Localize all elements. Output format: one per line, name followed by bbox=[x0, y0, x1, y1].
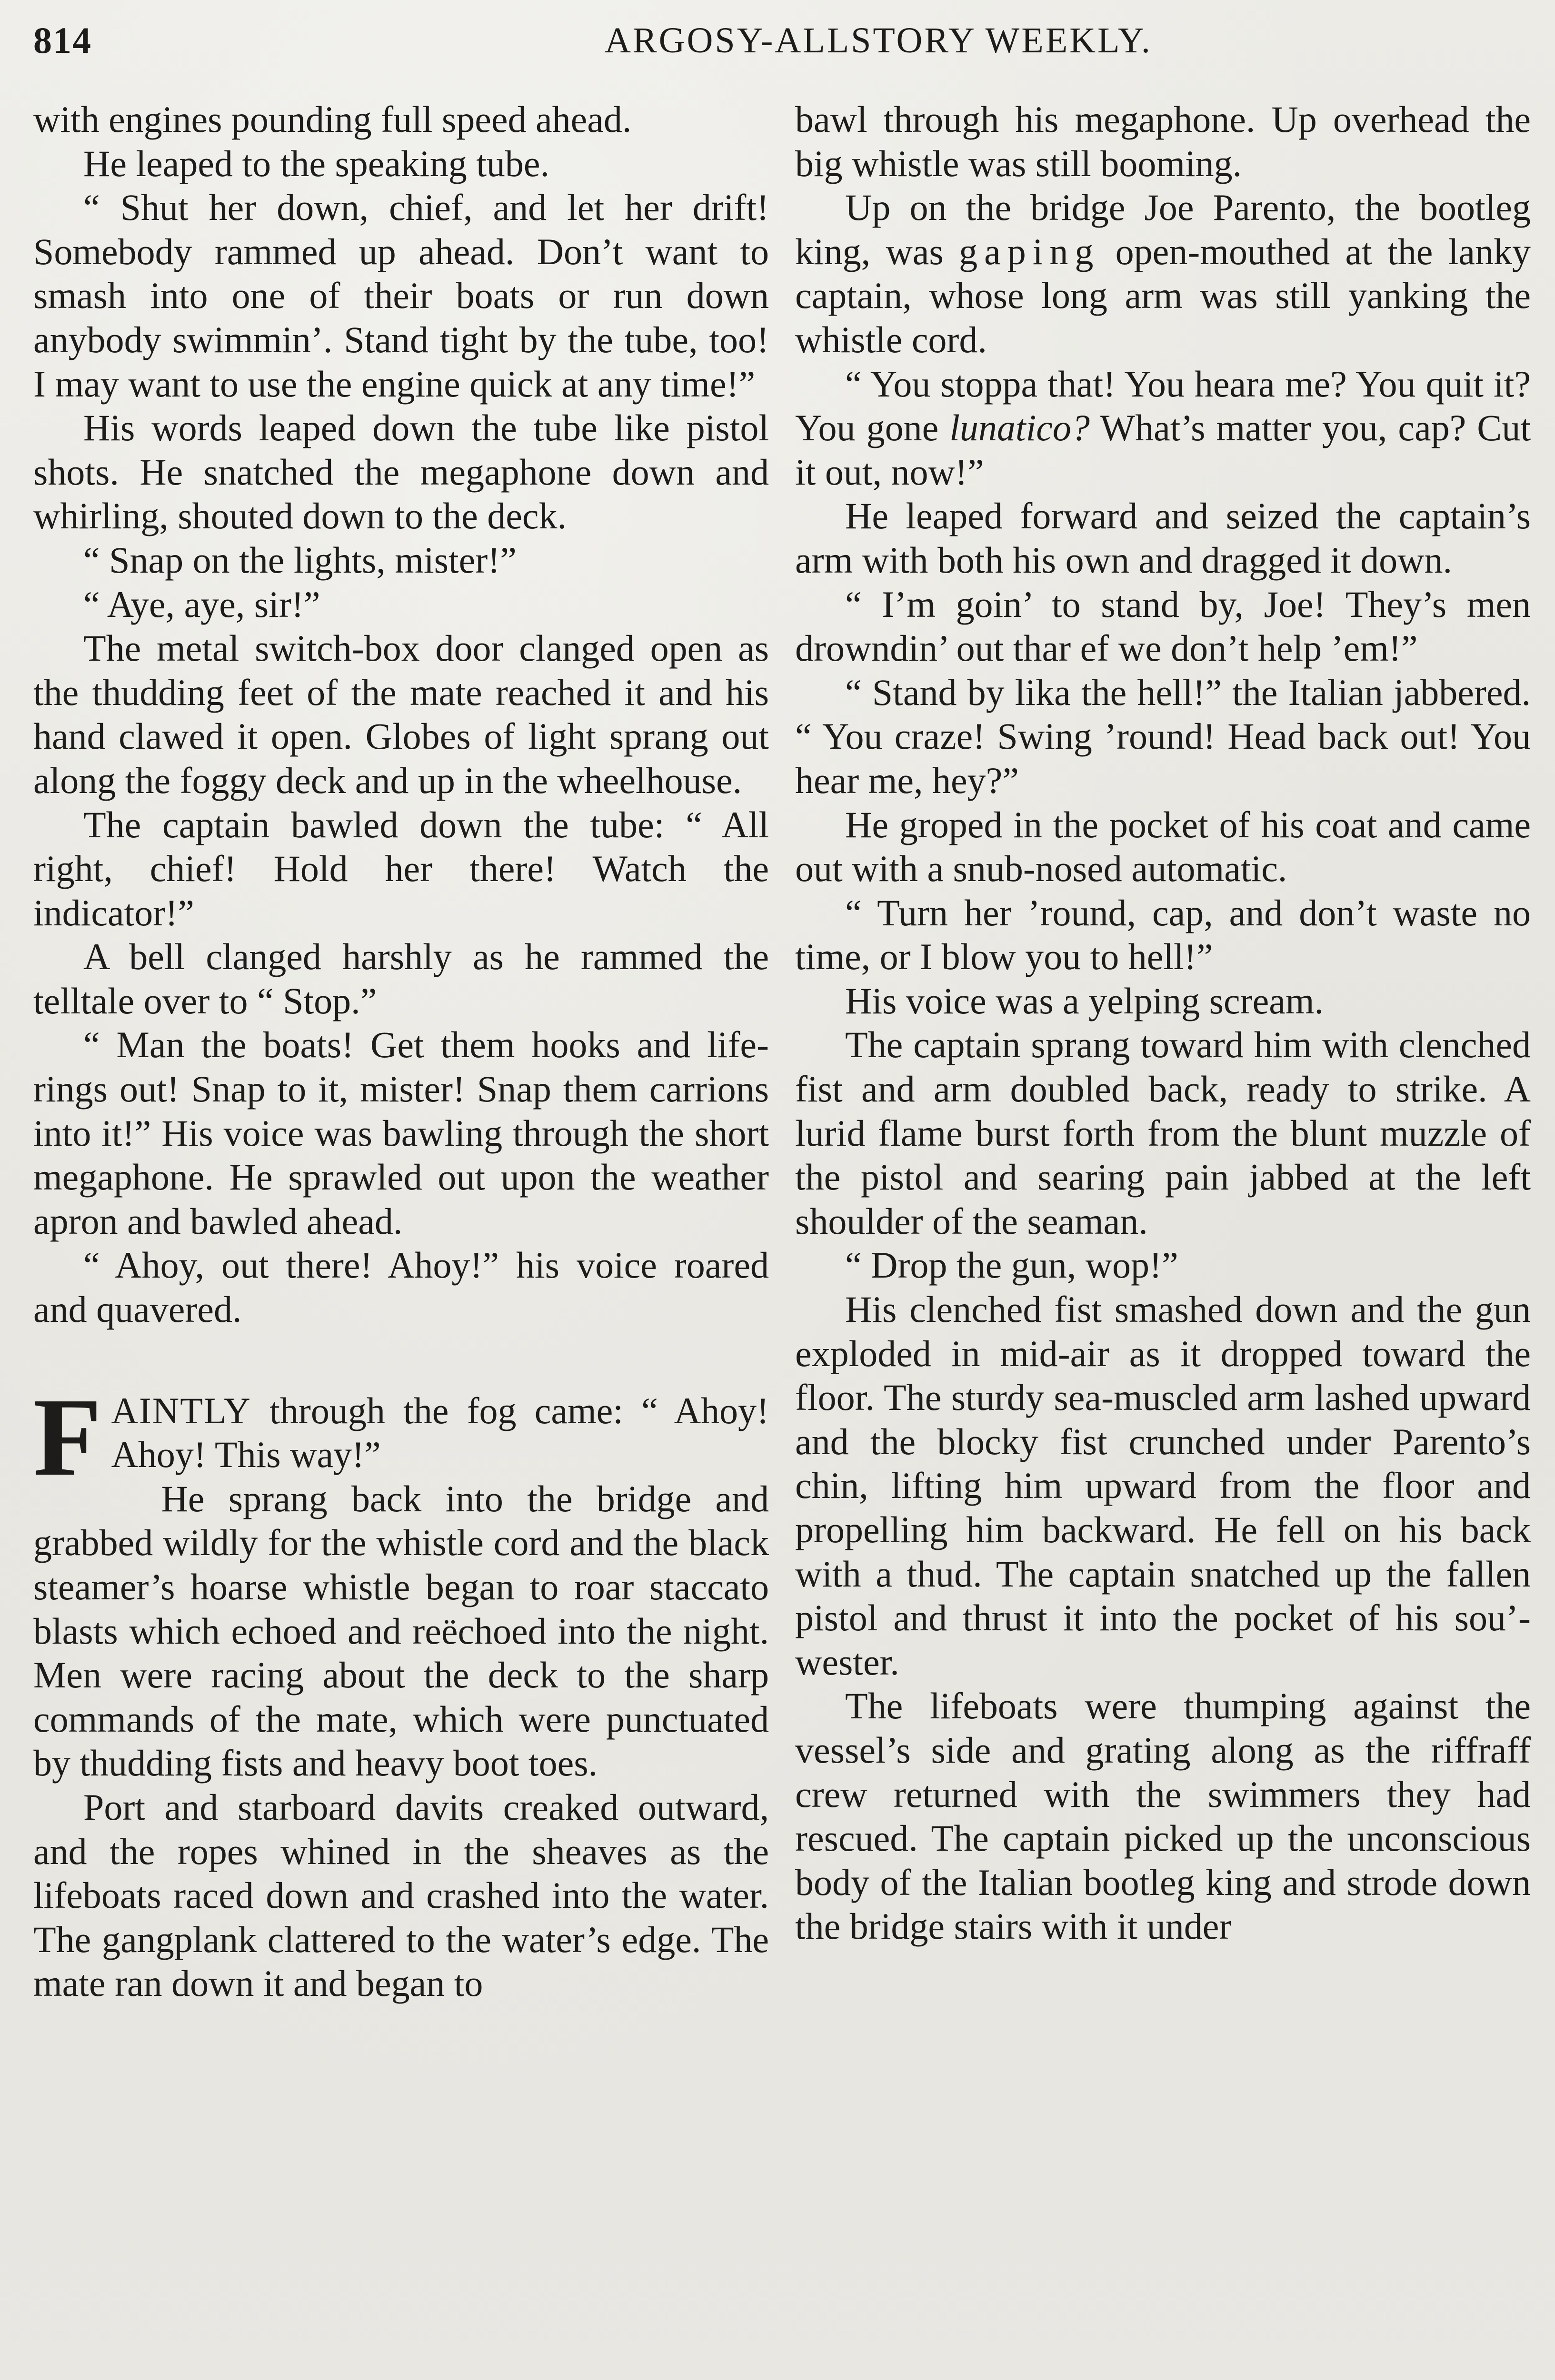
paragraph: He leaped forward and seized the captain’s arm with both his own and dragged it down. bbox=[795, 495, 1531, 581]
paragraph: “ Shut her down, chief, and let her drift! Somebody rammed up ahead. Don’t want to smash into one of their boats or run down anybody swimmin’. Stand tight by the tube, too! I may want to use the engine quick at any time!” bbox=[33, 187, 769, 405]
paragraph: A bell clanged harshly as he rammed the telltale over to “ Stop.” bbox=[33, 936, 769, 1021]
paragraph-text: open-mouthed at the lanky captain, whose long arm was still yanking the whistle cord. bbox=[795, 230, 1531, 360]
paragraph-text: “ You stoppa that! You heara me? You quit it? You gone bbox=[795, 363, 1531, 449]
paragraph bbox=[795, 186, 1531, 362]
page-number: 814 bbox=[33, 20, 92, 61]
paragraph: “ Man the boats! Get them hooks and life-rings out! Snap to it, mister! Snap them carrions into it!” His voice was bawling through the short megaphone. He sprawled out upon the weather apron and bawled ahead. bbox=[33, 1024, 769, 1242]
paragraph bbox=[795, 362, 1531, 495]
paragraph: The lifeboats were thumping against the vessel’s side and grating along as the riffraff crew returned with the swimmers they had rescued. The captain picked up the unconscious body of the Italian bootleg king and strode down the bridge stairs with it under bbox=[795, 1685, 1531, 1947]
running-head: ARGOSY-ALLSTORY WEEKLY. bbox=[605, 20, 1152, 60]
paragraph: “ Snap on the lights, mister!” bbox=[83, 539, 517, 581]
paragraph: “ Ahoy, out there! Ahoy!” his voice roared and quavered. bbox=[33, 1244, 769, 1330]
paragraph: His voice was a yelping scream. bbox=[845, 980, 1324, 1021]
page-header bbox=[33, 14, 1524, 67]
paragraph: with engines pounding full speed ahead. bbox=[33, 99, 632, 140]
left-column bbox=[33, 98, 769, 2006]
paragraph: The metal switch-box door clanged open as the thudding feet of the mate reached it and his hand clawed it open. Globes of light sprang out along the foggy deck and up in the wheelhouse. bbox=[33, 627, 769, 801]
paragraph: He leaped to the speaking tube. bbox=[83, 142, 549, 184]
italic-word: lunatico? bbox=[949, 407, 1090, 449]
paragraph: bawl through his megaphone. Up overhead the big whistle was still booming. bbox=[795, 99, 1531, 184]
right-column bbox=[795, 98, 1531, 1949]
letterspaced-word: gaping bbox=[959, 230, 1100, 272]
paragraph: The captain sprang toward him with clenched fist and arm doubled back, ready to strike. A lurid flame burst forth from the blunt muzzle of the pistol and searing pain jabbed at the left shoulder of the seaman. bbox=[795, 1024, 1531, 1242]
paragraph: “ I’m goin’ to stand by, Joe! They’s men drowndin’ out thar ef we don’t help ’em!” bbox=[795, 583, 1531, 669]
paragraph: His words leaped down the tube like pistol shots. He snatched the megaphone down and whirling, shouted down to the deck. bbox=[33, 407, 769, 537]
drop-cap: F bbox=[33, 1375, 102, 1499]
paragraph: “ Stand by lika the hell!” the Italian jabbered. “ You craze! Swing ’round! Head back out! You hear me, hey?” bbox=[795, 671, 1531, 801]
small-caps-lead: AINTLY bbox=[111, 1389, 252, 1431]
paragraph-text: What’s matter you, cap? Cut it out, now!” bbox=[795, 407, 1531, 493]
paragraph: “ Drop the gun, wop!” bbox=[845, 1244, 1178, 1286]
paragraph: His clenched fist smashed down and the gun exploded in mid-air as it dropped toward the floor. The sturdy sea-muscled arm lashed upward and the blocky fist crunched under Parento’s chin, lifting him upward from the floor and propelling him backward. He fell on his back with a thud. The captain snatched up the fallen pistol and thrust it into the pocket of his sou’-wester. bbox=[795, 1289, 1531, 1683]
paragraph: He sprang back into the bridge and grabbed wildly for the whistle cord and the black steamer’s hoarse whistle began to roar staccato blasts which echoed and reëchoed into the night. Men were racing about the deck to the sharp commands of the mate, which were punctuated by thudding fists and heavy boot toes. bbox=[33, 1478, 769, 1784]
section-opening-paragraph bbox=[33, 1375, 769, 1499]
paragraph: “ Aye, aye, sir!” bbox=[83, 583, 320, 625]
paragraph: The captain bawled down the tube: “ All right, chief! Hold her there! Watch the indicator!” bbox=[33, 803, 769, 933]
paragraph: “ Turn her ’round, cap, and don’t waste no time, or I blow you to hell!” bbox=[795, 892, 1531, 978]
paragraph: Port and starboard davits creaked outward, and the ropes whined in the sheaves as the lifeboats raced down and crashed into the water. The gangplank clattered to the water’s edge. The mate ran down it and began to bbox=[33, 1786, 769, 2004]
paragraph-text: through the fog came: “ Ahoy! Ahoy! This way!” bbox=[111, 1389, 769, 1476]
paragraph-text: Up on the bridge Joe Parento, the bootleg king, was bbox=[795, 187, 1531, 272]
paragraph: He groped in the pocket of his coat and came out with a snub-nosed automatic. bbox=[795, 803, 1531, 890]
